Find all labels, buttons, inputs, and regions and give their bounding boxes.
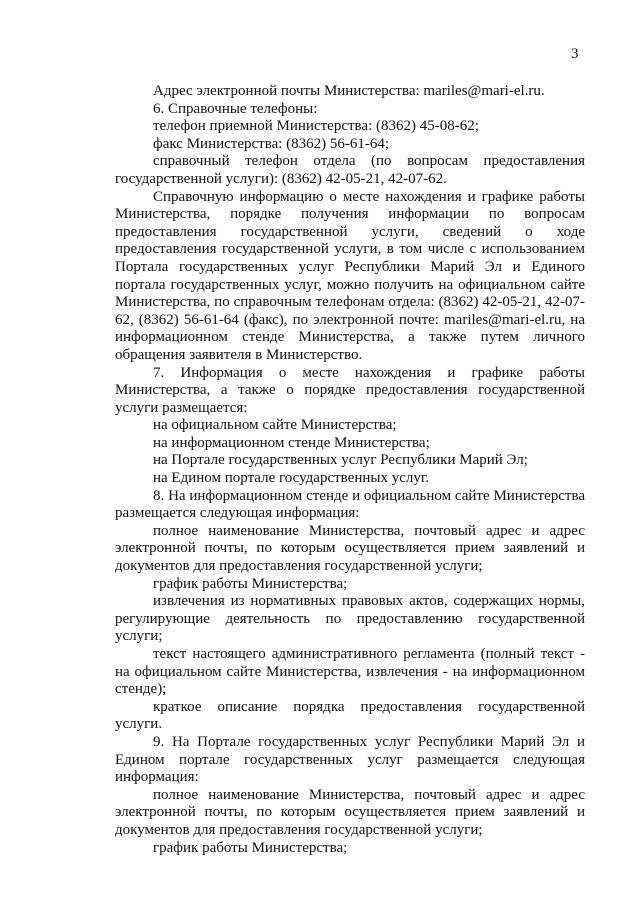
paragraph: извлечения из нормативных правовых актов, содержащих нормы, регулирующие деятельность по предоставлению государственной услуги; (115, 593, 585, 645)
paragraph: 7. Информация о месте нахождения и графике работы Министерства, а также о порядке предоставления государственной услуги размещается: (115, 364, 585, 416)
document-body (115, 83, 585, 857)
list-item: на информационном стенде Министерства; (153, 434, 430, 451)
paragraph: полное наименование Министерства, почтовый адрес и адрес электронной почты, по которым осуществляется прием заявлений и документов для предоставления государственной услуги; (115, 522, 585, 575)
paragraph: текст настоящего административного регламента (полный текст - на официальном сайте Министерства, извлечения - на информационном стенде); (115, 646, 585, 698)
paragraph: график работы Министерства; (153, 839, 348, 856)
paragraph: краткое описание порядка предоставления государственной услуги. (115, 698, 585, 733)
paragraph: справочный телефон отдела (по вопросам предоставления государственной услуги): (8362) 42-05-21, 42-07-62. (115, 153, 585, 187)
paragraph: Справочную информацию о месте нахождения и графике работы Министерства, порядке получения информации по вопросам предоставления государственной услуги, сведений о ходе предоставления государственной услуги, в том числе с использованием Портала государственных услуг Республики Марий Эл и Единого портала государственных услуг, можно получить на официальном сайте Министерства, по справочным телефонам отдела: (8362) 42-05-21, 42-07-62, (8362) 56-61-64 (факс), по электронной почте: mariles@mari-el.ru, на информационном стенде Министерства, а также путем личного обращения заявителя в Министерство. (115, 188, 585, 363)
paragraph: телефон приемной Министерства: (8362) 45-08-62; (153, 118, 479, 135)
list-item: на официальном сайте Министерства; (153, 417, 397, 434)
paragraph: Адрес электронной почты Министерства: mariles@mari-el.ru. (153, 83, 545, 99)
list-item: на Портале государственных услуг Республики Марий Эл; (153, 452, 528, 469)
paragraph: график работы Министерства; (153, 575, 348, 592)
paragraph: 8. На информационном стенде и официальном сайте Министерства размещается следующая информация: (115, 487, 585, 522)
paragraph: факс Министерства: (8362) 56-61-64; (153, 135, 390, 152)
paragraph: полное наименование Министерства, почтовый адрес и адрес электронной почты, по которым осуществляется прием заявлений и документов для предоставления государственной услуги; (115, 786, 585, 838)
paragraph: 9. На Портале государственных услуг Республики Марий Эл и Едином портале государственных услуг размещается следующая информация: (115, 733, 585, 786)
list-item: на Едином портале государственных услуг. (153, 470, 430, 487)
paragraph: 6. Справочные телефоны: (153, 100, 318, 117)
page-number: 3 (571, 46, 579, 62)
